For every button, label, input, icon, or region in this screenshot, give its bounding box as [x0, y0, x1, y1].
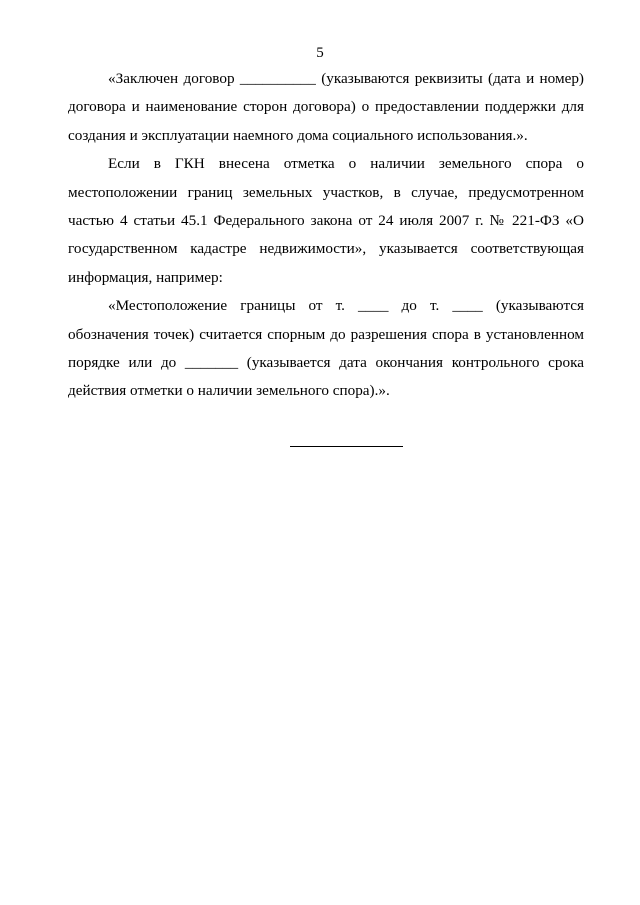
- closing-rule: [290, 446, 403, 447]
- paragraph-land-dispute: Если в ГКН внесена отметка о наличии земельного спора о местоположении границ земельных участков, в случае, предусмотренном частью 4 статьи 45.1 Федерального закона от 24 июля 2007 г. № 221-ФЗ «О государственном кадастре недвижимости», указывается соответствующая информация, например:: [68, 155, 584, 286]
- document-body: [68, 65, 584, 406]
- page-number: 5: [316, 45, 324, 61]
- paragraph-contract: «Заключен договор __________ (указываются реквизиты (дата и номер) договора и наименование сторон договора) о предоставлении поддержки для создания и эксплуатации наемного дома социального использования.».: [68, 70, 584, 144]
- paragraph-boundary-example: «Местоположение границы от т. ____ до т. ____ (указываются обозначения точек) считается спорным до разрешения спора в установленном порядке или до _______ (указывается дата окончания контрольного срока действия отметки о наличии земельного спора).».: [68, 297, 584, 400]
